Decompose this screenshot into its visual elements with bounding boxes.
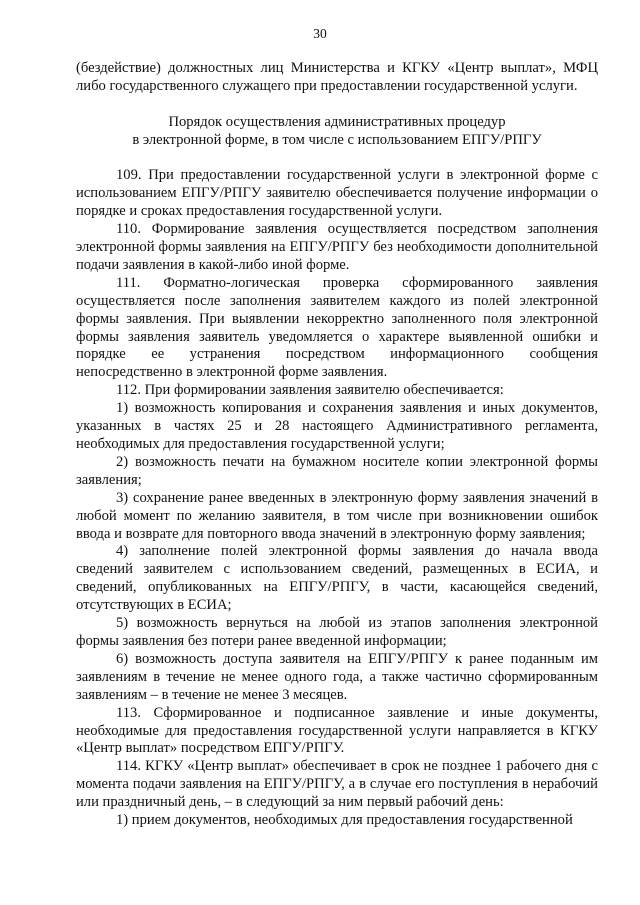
paragraph-110: 110. Формирование заявления осуществляется посредством заполнения электронной формы заявления на ЕПГУ/РПГУ без необходимости дополнительной подачи заявления в какой-либо иной форме. (76, 221, 598, 273)
paragraph-111: 111. Форматно-логическая проверка сформированного заявления осуществляется после заполнения заявителем каждого из полей электронной формы заявления. При выявлении некорректно заполненного поля электронной формы заявления заявитель уведомляется о характере выявленной ошибки и порядке ее устранения посредством информационного сообщения непосредственно в электронной форме заявления. (76, 274, 598, 381)
paragraph-continuation: (бездействие) должностных лиц Министерства и КГКУ «Центр выплат», МФЦ либо государственного служащего при предоставлении государственной услуги. (76, 60, 598, 94)
page-number: 30 (313, 26, 327, 41)
paragraph-114: 114. КГКУ «Центр выплат» обеспечивает в срок не позднее 1 рабочего дня с момента подачи заявления на ЕПГУ/РПГУ, а в случае его поступления в нерабочий или праздничный день, – в следующий за ним первый рабочий день: (76, 758, 598, 811)
list-item-114-1: 1) прием документов, необходимых для предоставления государственной (116, 812, 573, 829)
list-item-112-5: 5) возможность вернуться на любой из этапов заполнения электронной формы заявления без потери ранее введенной информации; (76, 615, 598, 649)
section-heading-line-1: Порядок осуществления административных процедур (168, 113, 506, 130)
list-item-112-3: 3) сохранение ранее введенных в электронную форму заявления значений в любой момент по желанию заявителя, в том числе при возникновении ошибок ввода и возврате для повторного ввода значений в электронную форму заявления; (76, 489, 598, 542)
document-body (76, 60, 598, 830)
paragraph-109: 109. При предоставлении государственной услуги в электронной форме с использованием ЕПГУ/РПГУ заявителю обеспечивается получение информации о порядке и сроках предоставления государственной услуги. (76, 167, 598, 220)
section-heading-line-2: в электронной форме, в том числе с использованием ЕПГУ/РПГУ (132, 131, 542, 148)
spacer (76, 96, 598, 114)
list-item-112-4: 4) заполнение полей электронной формы заявления до начала ввода сведений заявителем с использованием сведений, размещенных в ЕСИА, и сведений, опубликованных на ЕПГУ/РПГУ, в части, касающейся сведений, отсутствующих в ЕСИА; (76, 543, 598, 614)
list-item-112-1: 1) возможность копирования и сохранения заявления и иных документов, указанных в частях 25 и 28 настоящего Административного регламента, необходимых для предоставления государственной услуги; (76, 400, 598, 452)
paragraph-112: 112. При формировании заявления заявителю обеспечивается: (116, 382, 504, 399)
paragraph-113: 113. Сформированное и подписанное заявление и иные документы, необходимые для предоставления государственной услуги направляется в КГКУ «Центр выплат» посредством ЕПГУ/РПГУ. (76, 704, 598, 757)
list-item-112-6: 6) возможность доступа заявителя на ЕПГУ/РПГУ к ранее поданным им заявлениям в течение не менее одного года, а также частично сформированным заявлениям – в течение не менее 3 месяцев. (76, 650, 598, 703)
spacer (76, 150, 598, 168)
list-item-112-2: 2) возможность печати на бумажном носителе копии электронной формы заявления; (76, 453, 598, 488)
